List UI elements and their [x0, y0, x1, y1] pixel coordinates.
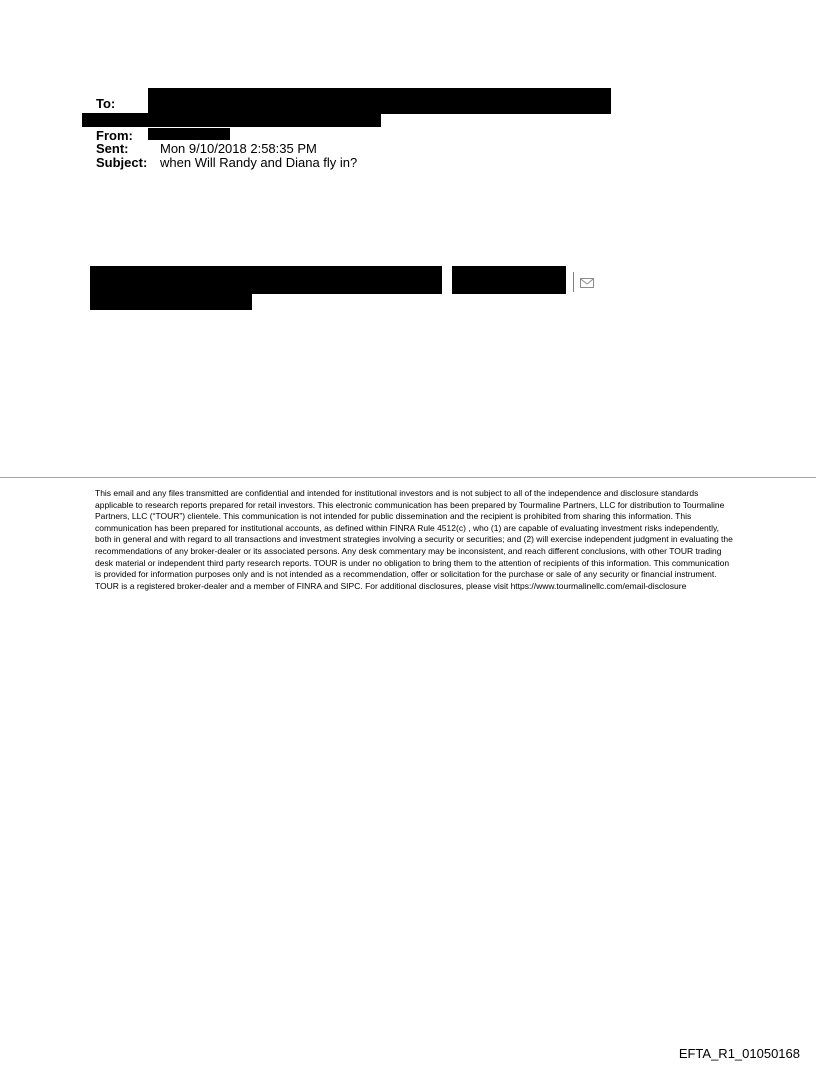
- bates-number: EFTA_R1_01050168: [678, 1046, 800, 1061]
- signature-name-redaction: [90, 266, 442, 294]
- from-label: From:: [96, 128, 133, 143]
- footer-divider: [0, 477, 816, 478]
- signature-line2-redaction: [90, 294, 252, 310]
- from-redaction: [148, 128, 230, 140]
- subject-label: Subject:: [96, 155, 148, 170]
- to-redaction-continued: [82, 113, 381, 127]
- signature-separator: [573, 272, 574, 292]
- to-redaction: [148, 88, 611, 114]
- envelope-icon: [580, 276, 594, 288]
- sent-value: Mon 9/10/2018 2:58:35 PM: [160, 141, 317, 156]
- to-label: To:: [96, 96, 116, 111]
- subject-value: when Will Randy and Diana fly in?: [160, 155, 358, 170]
- signature-title-redaction: [452, 266, 566, 294]
- sent-label: Sent:: [96, 141, 129, 156]
- disclaimer-text: This email and any files transmitted are confidential and intended for institutional investors and is not subject to all of the independence and disclosure standards applicable to research reports prepared for retail investors. This electronic communication has been prepared by Tourmaline Partners, LLC for distribution to Tourmaline Partners, LLC (“TOUR”) clientele. This communication is not intended for public dissemination and the recipient is prohibited from sharing this information. This communication has been prepared for institutional accounts, as defined within FINRA Rule 4512(c) , who (1) are capable of evaluating investment risks independently, both in general and with regard to all transactions and investment strategies involving a security or securities; and (2) will exercise independent judgment in evaluating the recommendations of any broker-dealer or its associated persons. Any desk commentary may be inconsistent, and reach different conclusions, with other TOUR trading desk material or independent third party research reports. TOUR is under no obligation to bring them to the attention of recipients of this information. This communication is provided for information purposes only and is not intended as a recommendation, offer or solicitation for the purchase or sale of any security or financial instrument. TOUR is a registered broker-dealer and a member of FINRA and SIPC. For additional disclosures, please visit https://www.tourmalinellc.com/email-disclosure: [95, 488, 733, 591]
